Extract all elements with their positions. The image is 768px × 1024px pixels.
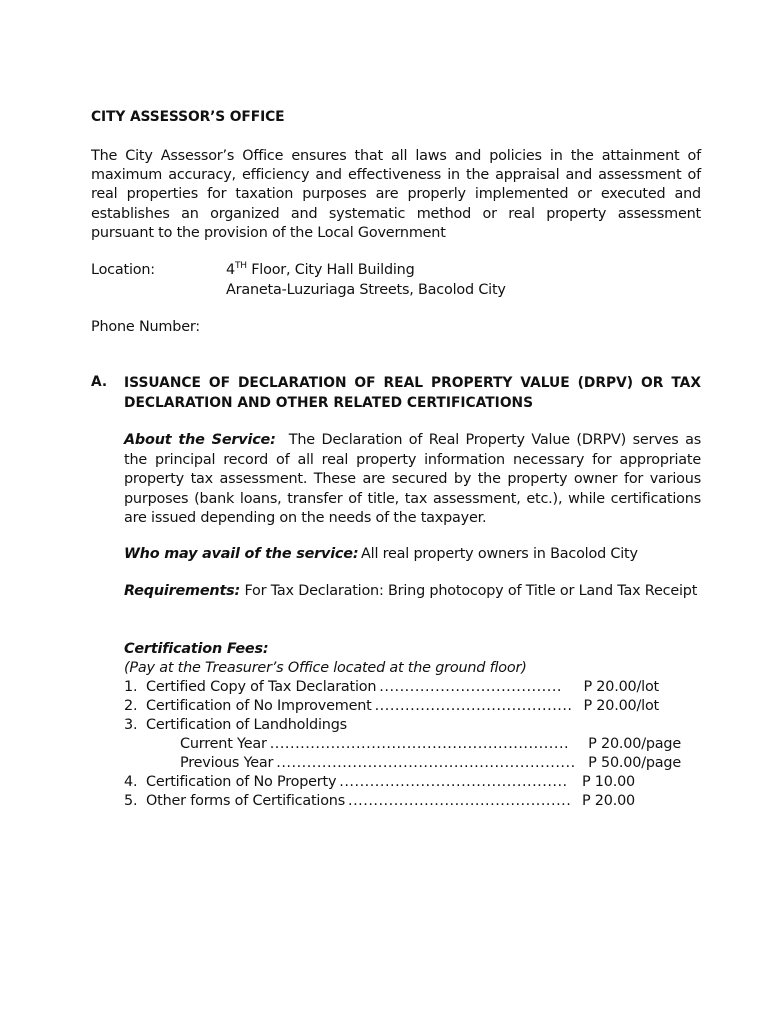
fees-note: (Pay at the Treasurer’s Office located at the ground floor) — [124, 660, 527, 676]
who-may-avail-label: Who may avail of the service: — [124, 546, 359, 562]
fees-label: Certification Fees: — [124, 641, 269, 657]
fee-row-previous-year: Previous Year ........................................................... P 50.00/page — [180, 755, 681, 771]
fee-row-2: 2. Certification of No Improvement ....................................... P 20.00/lot — [124, 698, 659, 714]
section-letter: A. — [91, 374, 108, 390]
fee-row-5: 5. Other forms of Certifications ............................................ P 20.00 — [124, 793, 635, 809]
section-title: ISSUANCE OF DECLARATION OF REAL PROPERTY VALUE (DRPV) OR TAX DECLARATION AND OTHER RELATED CERTIFICATIONS — [124, 375, 701, 411]
requirements-label: Requirements: — [124, 583, 241, 599]
page-title: CITY ASSESSOR’S OFFICE — [91, 109, 285, 125]
phone-label: Phone Number: — [91, 319, 200, 335]
requirements-paragraph — [124, 582, 701, 601]
about-service-paragraph — [124, 431, 701, 529]
location-line-1 — [226, 261, 415, 280]
location-line-2: Araneta-Luzuriaga Streets, Bacolod City — [226, 282, 506, 298]
fee-row-4: 4. Certification of No Property ............................................. P 10.00 — [124, 774, 635, 790]
location-label: Location: — [91, 262, 155, 278]
location-floor-number: 4 — [226, 262, 235, 278]
about-service-label: About the Service: — [124, 432, 276, 448]
about-service-text: The Declaration of Real Property Value (DRPV) serves as the principal record of all real property information necessary for appropriate property tax assessment. These are secured by the property owner for various purposes (bank loans, transfer of title, tax assessment, etc.), while certifications are issued depending on the needs of the taxpayer. — [124, 432, 701, 526]
who-may-avail-text: All real property owners in Bacolod City — [361, 546, 638, 562]
requirements-text: For Tax Declaration: Bring photocopy of Title or Land Tax Receipt — [244, 583, 698, 599]
fee-row-current-year: Current Year ........................................................... P 20.00/page — [180, 736, 681, 752]
location-floor-suffix: TH — [234, 261, 247, 272]
fee-row-1: 1. Certified Copy of Tax Declaration .................................... P 20.00/lot — [124, 679, 659, 695]
intro-paragraph: The City Assessor’s Office ensures that all laws and policies in the attainment of maximum accuracy, efficiency and effectiveness in the appraisal and assessment of real properties for taxation purposes are properly implemented or executed and establishes an organized and systematic method or real property assessment pursuant to the provision of the Local Government — [91, 148, 701, 241]
location-building: Floor, City Hall Building — [246, 262, 415, 278]
fee-row-3: 3. Certification of Landholdings — [124, 717, 347, 733]
